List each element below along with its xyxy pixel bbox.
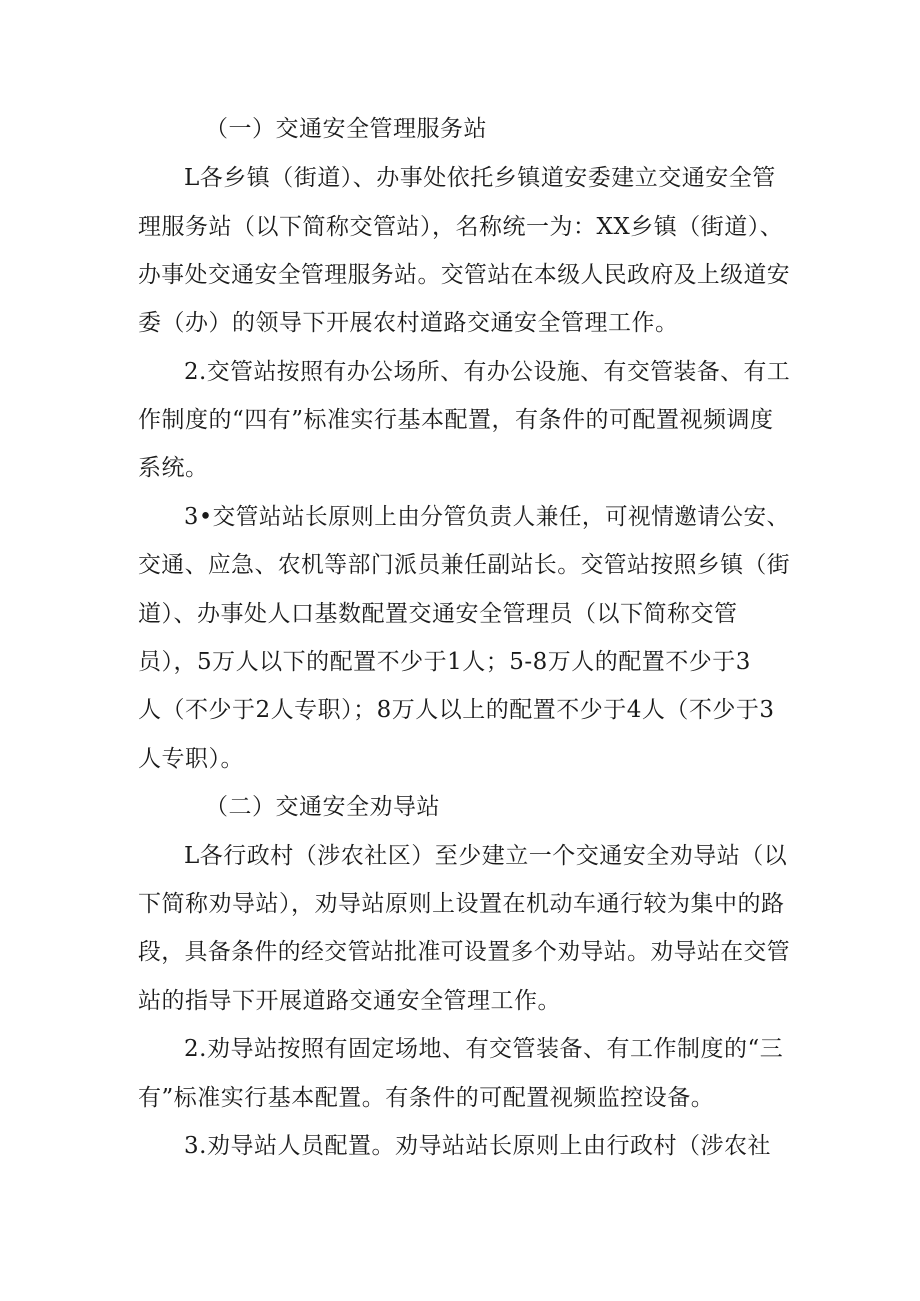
paragraph-line: 理服务站（以下简称交管站），名称统一为：XX乡镇（街道）、 xyxy=(138,214,784,240)
paragraph-line: 作制度的“四有”标准实行基本配置，有条件的可配置视频调度 xyxy=(138,407,774,433)
paragraph-line: 3.劝导站人员配置。劝导站站长原则上由行政村（涉农社 xyxy=(184,1133,771,1159)
paragraph-line: 有”标准实行基本配置。有条件的可配置视频监控设备。 xyxy=(138,1085,715,1111)
paragraph-line: 员），5万人以下的配置不少于1人；5-8万人的配置不少于3 xyxy=(138,649,751,675)
paragraph-line: L各行政村（涉农社区）至少建立一个交通安全劝导站（以 xyxy=(184,843,788,869)
paragraph-line: 人专职）。 xyxy=(138,746,244,772)
paragraph-line: 办事处交通安全管理服务站。交管站在本级人民政府及上级道安 xyxy=(138,262,791,288)
paragraph-line: 下简称劝导站），劝导站原则上设置在机动车通行较为集中的路 xyxy=(138,891,785,917)
paragraph-line: L各乡镇（街道）、办事处依托乡镇道安委建立交通安全管 xyxy=(184,165,776,191)
section-heading-1: （一）交通安全管理服务站 xyxy=(205,116,487,142)
paragraph-line: 段，具备条件的经交管站批准可设置多个劝导站。劝导站在交管 xyxy=(138,939,791,965)
section-heading-2: （二）交通安全劝导站 xyxy=(205,794,440,820)
paragraph-line: 站的指导下开展道路交通安全管理工作。 xyxy=(138,988,561,1014)
paragraph-line: 3•交管站站长原则上由分管负责人兼任，可视情邀请公安、 xyxy=(184,504,790,530)
paragraph-line: 道）、办事处人口基数配置交通安全管理员（以下简称交管 xyxy=(138,601,738,627)
paragraph-line: 委（办）的领导下开展农村道路交通安全管理工作。 xyxy=(138,310,679,336)
paragraph-line: 交通、应急、农机等部门派员兼任副站长。交管站按照乡镇（街 xyxy=(138,552,791,578)
paragraph-line: 2.劝导站按照有固定场地、有交管装备、有工作制度的“三 xyxy=(184,1036,784,1062)
paragraph-line: 系统。 xyxy=(138,455,209,481)
paragraph-line: 人（不少于2人专职）；8万人以上的配置不少于4人（不少于3 xyxy=(138,697,775,723)
paragraph-line: 2.交管站按照有办公场所、有办公设施、有交管装备、有工 xyxy=(184,359,791,385)
